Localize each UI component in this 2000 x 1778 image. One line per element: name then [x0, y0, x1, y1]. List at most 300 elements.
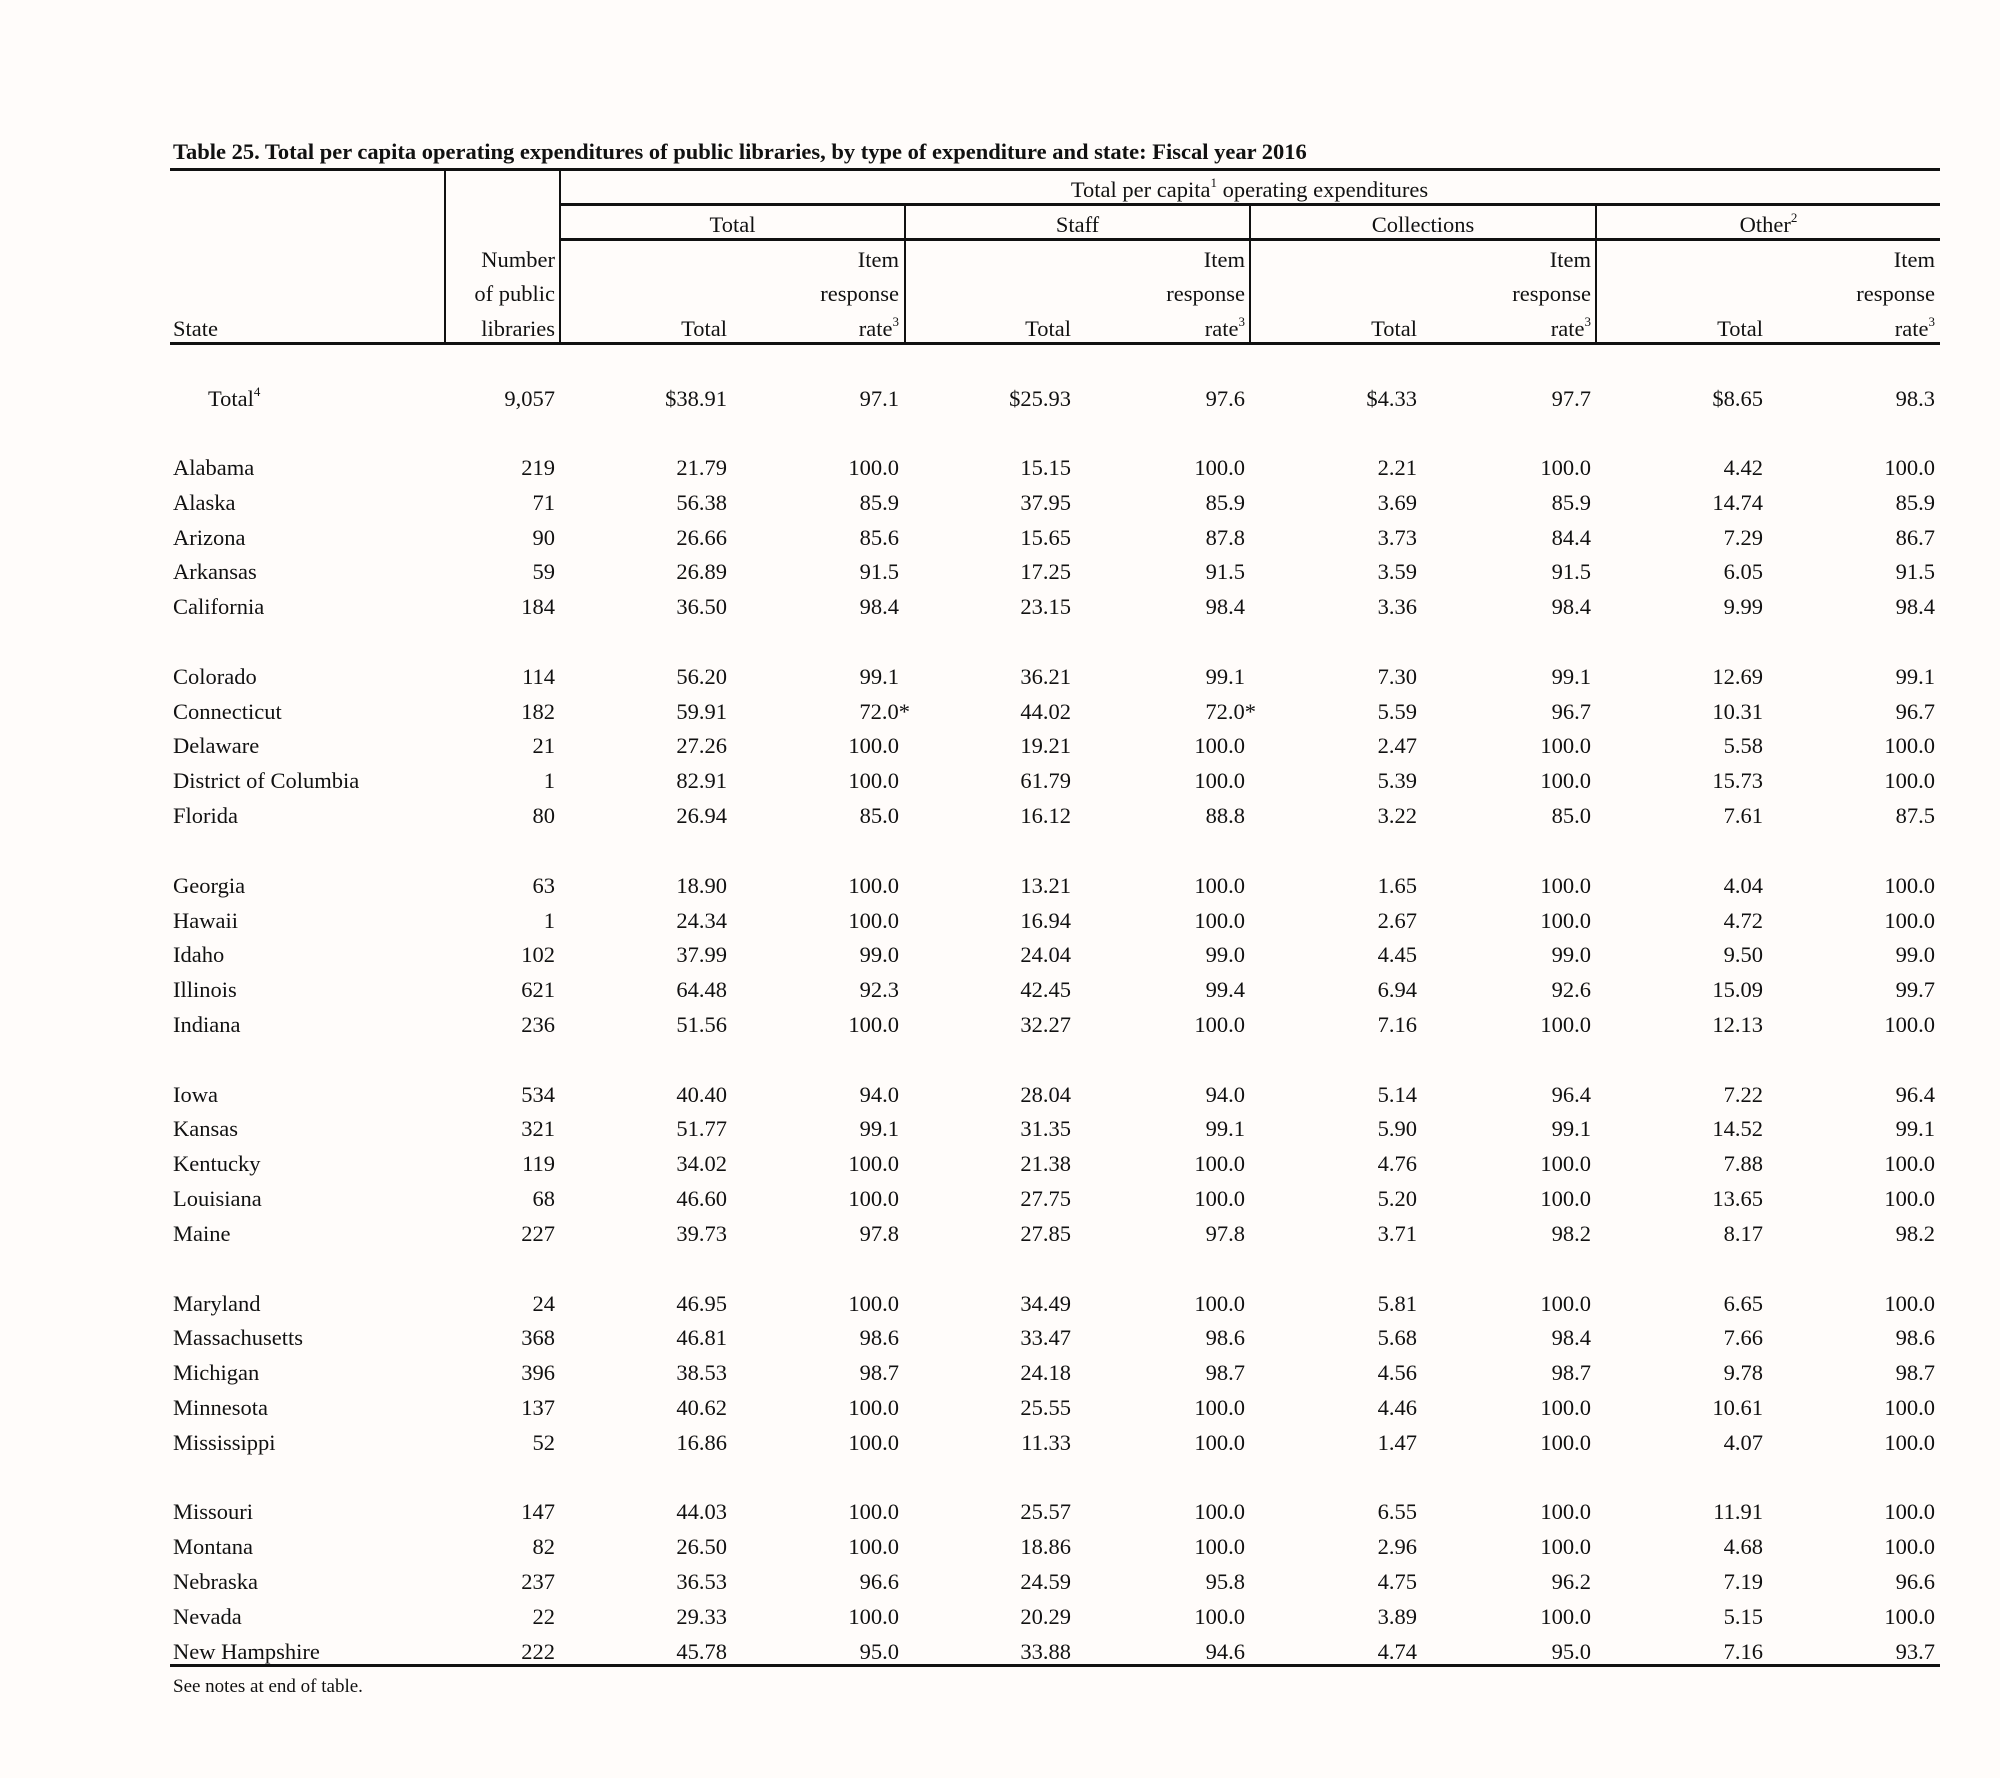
staff-rate-cell: 97.8 [1205, 1221, 1245, 1246]
state-cell [173, 1289, 260, 1319]
table-row [0, 557, 2000, 587]
total-rate-cell: 98.6 [859, 1325, 899, 1350]
state-name: Florida [173, 803, 238, 828]
group-label: Staff [1055, 212, 1100, 237]
rate-header-text: Item [1549, 247, 1591, 272]
other-total-cell: 12.13 [1712, 1012, 1763, 1037]
total-rate-cell: 100.0 [848, 733, 899, 758]
state-name: Arizona [173, 525, 246, 550]
total-total-cell: $38.91 [665, 386, 727, 411]
state-cell [173, 1323, 303, 1353]
collections-total-cell: 7.30 [1377, 664, 1417, 689]
state-name: Idaho [173, 942, 225, 967]
staff-rate-cell: 97.6 [1205, 386, 1245, 411]
staff-rate-cell: 85.9 [1205, 490, 1245, 515]
other-total-cell: 7.19 [1723, 1569, 1763, 1594]
table-row [0, 1010, 2000, 1040]
state-name: Michigan [173, 1360, 260, 1385]
table-row [0, 766, 2000, 796]
state-cell [173, 940, 224, 970]
staff-rate-cell: 100.0 [1194, 1534, 1245, 1559]
rate-header-text: response [820, 281, 899, 306]
total-total-cell: 59.91 [676, 699, 727, 724]
collections-total-cell: 4.76 [1377, 1151, 1417, 1176]
staff-rate-cell: 100.0 [1194, 873, 1245, 898]
total-total-cell: 56.38 [676, 490, 727, 515]
staff-rate-cell: 100.0 [1194, 1395, 1245, 1420]
other-rate-cell: 99.1 [1895, 1116, 1935, 1141]
total-total-cell: 40.40 [676, 1082, 727, 1107]
total-total-cell: 51.56 [676, 1012, 727, 1037]
state-name: Hawaii [173, 908, 238, 933]
total-total-cell: 56.20 [676, 664, 727, 689]
staff-rate-cell: 100.0 [1194, 1186, 1245, 1211]
libraries-cell: 182 [521, 699, 555, 724]
staff-total-cell: $25.93 [1009, 386, 1071, 411]
other-total-cell: 5.15 [1723, 1604, 1763, 1629]
libraries-cell: 82 [532, 1534, 555, 1559]
state-name: Alaska [173, 490, 236, 515]
rate-header-text: rate [858, 316, 893, 341]
other-rate-cell: 85.9 [1895, 490, 1935, 515]
other-rate-cell: 91.5 [1895, 559, 1935, 584]
other-total-cell: 6.05 [1723, 559, 1763, 584]
libraries-cell: 52 [532, 1430, 555, 1455]
libraries-cell: 621 [521, 977, 555, 1002]
other-rate-cell: 100.0 [1884, 1395, 1935, 1420]
rate-header-text: response [1856, 281, 1935, 306]
other-rate-cell: 98.6 [1895, 1325, 1935, 1350]
total-total-cell: 40.62 [676, 1395, 727, 1420]
table-row [0, 801, 2000, 831]
table-row [0, 1602, 2000, 1632]
other-rate-cell: 100.0 [1884, 1430, 1935, 1455]
other-total-cell: 9.78 [1723, 1360, 1763, 1385]
state-cell [173, 557, 257, 587]
state-name: New Hampshire [173, 1639, 320, 1664]
collections-total-cell: 3.36 [1377, 594, 1417, 619]
total-total-cell: 21.79 [676, 455, 727, 480]
total-total-cell: 24.34 [676, 908, 727, 933]
rate-header-text: rate [1550, 316, 1585, 341]
collections-total-cell: 2.96 [1377, 1534, 1417, 1559]
collections-total-cell: 3.22 [1377, 803, 1417, 828]
other-total-cell: 6.65 [1723, 1291, 1763, 1316]
total-total-cell: 64.48 [676, 977, 727, 1002]
staff-rate-header-line3 [1095, 314, 1245, 341]
total-total-cell: 36.53 [676, 1569, 727, 1594]
state-name: Delaware [173, 733, 260, 758]
staff-total-cell: 36.21 [1020, 664, 1071, 689]
collections-rate-cell: 84.4 [1551, 525, 1591, 550]
state-cell [173, 1114, 238, 1144]
total-rate-cell: 100.0 [848, 908, 899, 933]
other-total-cell: 7.22 [1723, 1082, 1763, 1107]
total-total-cell: 44.03 [676, 1499, 727, 1524]
table-row [0, 523, 2000, 553]
state-cell [173, 1532, 253, 1562]
other-total-cell: 14.52 [1712, 1116, 1763, 1141]
state-name: Indiana [173, 1012, 241, 1037]
libraries-cell: 184 [521, 594, 555, 619]
other-rate-cell: 86.7 [1895, 525, 1935, 550]
collections-rate-cell: 98.7 [1551, 1360, 1591, 1385]
collections-rate-cell: 100.0 [1540, 908, 1591, 933]
other-total-cell: 7.29 [1723, 525, 1763, 550]
spanner-header [559, 175, 1940, 202]
libraries-cell: 21 [532, 733, 555, 758]
total-total-cell: 46.81 [676, 1325, 727, 1350]
libraries-cell: 63 [532, 873, 555, 898]
other-rate-cell: 100.0 [1884, 908, 1935, 933]
state-cell [173, 1497, 253, 1527]
table-row [0, 1428, 2000, 1458]
libraries-column-header-line1: Number [481, 247, 555, 272]
total-rate-cell: 99.0 [859, 942, 899, 967]
table-row [0, 1532, 2000, 1562]
other-total-cell: 11.91 [1713, 1499, 1763, 1524]
other-rate-cell: 100.0 [1884, 1012, 1935, 1037]
total-rate-cell: 72.0* [859, 699, 910, 724]
other-total-cell: 9.50 [1723, 942, 1763, 967]
total-rate-header-line2 [749, 283, 899, 306]
footnote: See notes at end of table. [173, 1676, 363, 1697]
table-row [0, 1358, 2000, 1388]
staff-total-cell: 16.12 [1020, 803, 1071, 828]
footnote-marker: 3 [1238, 314, 1245, 329]
total-rate-cell: 85.9 [859, 490, 899, 515]
staff-total-cell: 20.29 [1020, 1604, 1071, 1629]
staff-rate-cell: 100.0 [1194, 1604, 1245, 1629]
staff-rate-cell: 100.0 [1194, 1499, 1245, 1524]
libraries-cell: 237 [521, 1569, 555, 1594]
collections-rate-cell: 100.0 [1540, 1186, 1591, 1211]
table-row [0, 871, 2000, 901]
table-row [0, 1219, 2000, 1249]
collections-rate-cell: 85.9 [1551, 490, 1591, 515]
collections-total-cell: 1.65 [1377, 873, 1417, 898]
other-total-cell: 4.07 [1723, 1430, 1763, 1455]
other-total-cell: 4.68 [1723, 1534, 1763, 1559]
other-total-cell: 4.42 [1723, 455, 1763, 480]
state-name: Missouri [173, 1499, 254, 1524]
staff-rate-cell: 100.0 [1194, 455, 1245, 480]
other-rate-cell: 100.0 [1884, 1499, 1935, 1524]
state-name: Kentucky [173, 1151, 261, 1176]
total-row [0, 384, 2000, 414]
total-total-cell: 26.94 [676, 803, 727, 828]
total-total-cell: 29.33 [676, 1604, 727, 1629]
libraries-cell: 227 [521, 1221, 555, 1246]
libraries-cell: 80 [532, 803, 555, 828]
staff-total-cell: 17.25 [1020, 559, 1071, 584]
staff-total-cell: 25.57 [1020, 1499, 1071, 1524]
collections-rate-cell: 100.0 [1540, 733, 1591, 758]
total-rate-cell: 98.7 [859, 1360, 899, 1385]
state-name: California [173, 594, 265, 619]
state-cell [173, 871, 245, 901]
state-name: Arkansas [173, 559, 257, 584]
libraries-cell: 22 [532, 1604, 555, 1629]
total-rate-cell: 95.0 [859, 1639, 899, 1664]
table-row [0, 662, 2000, 692]
table-row [0, 1393, 2000, 1423]
total-rate-cell: 97.1 [859, 386, 899, 411]
staff-rate-cell: 94.0 [1205, 1082, 1245, 1107]
other-rate-header-line1 [1785, 249, 1935, 272]
other-rate-cell: 99.7 [1895, 977, 1935, 1002]
collections-rate-cell: 95.0 [1551, 1639, 1591, 1664]
table-row [0, 1184, 2000, 1214]
state-name: Maryland [173, 1291, 261, 1316]
collections-rate-header-line3 [1441, 314, 1591, 341]
other-rate-cell: 96.6 [1895, 1569, 1935, 1594]
total-total-cell: 38.53 [676, 1360, 727, 1385]
libraries-cell: 9,057 [504, 386, 555, 411]
state-name: Maine [173, 1221, 231, 1246]
collections-rate-cell: 100.0 [1540, 768, 1591, 793]
total-total-cell: 36.50 [676, 594, 727, 619]
state-name: Colorado [173, 664, 257, 689]
collections-total-cell: 2.21 [1377, 455, 1417, 480]
total-total-cell: 26.89 [676, 559, 727, 584]
staff-rate-cell: 94.6 [1205, 1639, 1245, 1664]
total-rate-cell: 99.1 [859, 1116, 899, 1141]
staff-total-cell: 15.65 [1020, 525, 1071, 550]
state-name: Alabama [173, 455, 255, 480]
state-name: Massachusetts [173, 1325, 303, 1350]
state-name: District of Columbia [173, 768, 360, 793]
total-total-cell: 27.26 [676, 733, 727, 758]
libraries-cell: 534 [521, 1082, 555, 1107]
other-total-cell: $8.65 [1712, 386, 1763, 411]
staff-rate-cell: 98.6 [1205, 1325, 1245, 1350]
total-rate-cell: 100.0 [848, 1534, 899, 1559]
state-cell [173, 1637, 320, 1667]
collections-total-cell: 3.89 [1377, 1604, 1417, 1629]
total-total-cell: 39.73 [676, 1221, 727, 1246]
other-total-cell: 4.04 [1723, 873, 1763, 898]
libraries-cell: 119 [522, 1151, 555, 1176]
state-name: Georgia [173, 873, 246, 898]
state-name: Nebraska [173, 1569, 258, 1594]
header-bottom-rule [170, 342, 1940, 345]
collections-rate-cell: 99.0 [1551, 942, 1591, 967]
staff-rate-cell: 100.0 [1194, 1291, 1245, 1316]
group-label: Collections [1371, 212, 1475, 237]
total-rate-header-line3 [749, 314, 899, 341]
total-total-cell: 37.99 [676, 942, 727, 967]
table-row [0, 697, 2000, 727]
total-rate-header-line1 [749, 249, 899, 272]
collections-rate-cell: 100.0 [1540, 1012, 1591, 1037]
collections-total-cell: 5.14 [1377, 1082, 1417, 1107]
other-rate-cell: 100.0 [1884, 873, 1935, 898]
other-rate-cell: 96.4 [1895, 1082, 1935, 1107]
collections-rate-cell: 100.0 [1540, 1395, 1591, 1420]
collections-rate-cell: 99.1 [1551, 664, 1591, 689]
group-header-collections [1251, 214, 1595, 237]
other-rate-cell: 100.0 [1884, 733, 1935, 758]
table-row [0, 975, 2000, 1005]
collections-total-cell: 5.20 [1377, 1186, 1417, 1211]
collections-total-cell: $4.33 [1366, 386, 1417, 411]
total-rate-cell: 100.0 [848, 1499, 899, 1524]
total-total-cell: 18.90 [676, 873, 727, 898]
libraries-cell: 236 [521, 1012, 555, 1037]
staff-rate-cell: 98.4 [1205, 594, 1245, 619]
total-rate-cell: 94.0 [859, 1082, 899, 1107]
table-row [0, 1567, 2000, 1597]
state-cell [173, 1602, 242, 1632]
rate-header-text: response [1512, 281, 1591, 306]
state-cell [208, 384, 260, 417]
table-row [0, 488, 2000, 518]
state-cell [173, 1149, 260, 1179]
collections-total-cell: 3.73 [1377, 525, 1417, 550]
collections-rate-cell: 100.0 [1540, 1430, 1591, 1455]
staff-rate-cell: 72.0* [1205, 699, 1256, 724]
libraries-cell: 321 [521, 1116, 555, 1141]
staff-total-cell: 37.95 [1020, 490, 1071, 515]
state-name: Connecticut [173, 699, 282, 724]
staff-rate-cell: 95.8 [1205, 1569, 1245, 1594]
other-rate-cell: 100.0 [1884, 1151, 1935, 1176]
state-cell [173, 731, 259, 761]
staff-rate-cell: 100.0 [1194, 768, 1245, 793]
staff-total-cell: 61.79 [1020, 768, 1071, 793]
collections-total-cell: 3.59 [1377, 559, 1417, 584]
collections-rate-cell: 100.0 [1540, 1499, 1591, 1524]
other-total-cell: 15.73 [1712, 768, 1763, 793]
staff-total-cell: 23.15 [1020, 594, 1071, 619]
staff-total-cell: 24.18 [1020, 1360, 1071, 1385]
staff-total-cell: 16.94 [1020, 908, 1071, 933]
total-total-cell: 82.91 [676, 768, 727, 793]
other-total-cell: 9.99 [1723, 594, 1763, 619]
total-rate-cell: 100.0 [848, 873, 899, 898]
state-name: Iowa [173, 1082, 218, 1107]
table-row [0, 592, 2000, 622]
staff-rate-cell: 100.0 [1194, 1430, 1245, 1455]
rate-header-text: Item [1203, 247, 1245, 272]
staff-rate-cell: 99.1 [1205, 664, 1245, 689]
total-rate-cell: 96.6 [859, 1569, 899, 1594]
other-rate-cell: 99.1 [1895, 664, 1935, 689]
group-header-staff [906, 214, 1249, 237]
other-total-cell: 12.69 [1712, 664, 1763, 689]
collections-total-cell: 2.47 [1377, 733, 1417, 758]
rate-header-text: rate [1204, 316, 1239, 341]
staff-rate-cell: 98.7 [1205, 1360, 1245, 1385]
other-rate-cell: 98.4 [1895, 594, 1935, 619]
libraries-cell: 147 [521, 1499, 555, 1524]
staff-rate-cell: 99.4 [1205, 977, 1245, 1002]
staff-rate-cell: 100.0 [1194, 1151, 1245, 1176]
libraries-cell: 368 [521, 1325, 555, 1350]
total-total-cell: 34.02 [676, 1151, 727, 1176]
collections-rate-cell: 96.4 [1551, 1082, 1591, 1107]
total-total-cell: 51.77 [676, 1116, 727, 1141]
collections-rate-cell: 97.7 [1551, 386, 1591, 411]
state-cell [173, 662, 257, 692]
collections-total-cell: 7.16 [1377, 1012, 1417, 1037]
rate-header-text: Item [857, 247, 899, 272]
staff-rate-cell: 100.0 [1194, 908, 1245, 933]
other-total-cell: 15.09 [1712, 977, 1763, 1002]
collections-rate-cell: 100.0 [1540, 455, 1591, 480]
other-rate-cell: 98.7 [1895, 1360, 1935, 1385]
libraries-column-header-line2: of public [474, 281, 555, 306]
collections-total-cell: 1.47 [1377, 1430, 1417, 1455]
total-rate-cell: 100.0 [848, 1430, 899, 1455]
staff-rate-cell: 87.8 [1205, 525, 1245, 550]
collections-rate-cell: 100.0 [1540, 1151, 1591, 1176]
libraries-cell: 102 [521, 942, 555, 967]
state-cell [173, 1567, 258, 1597]
total-total-cell: 46.95 [676, 1291, 727, 1316]
total-total-cell: 16.86 [676, 1430, 727, 1455]
group-label: Other [1739, 212, 1791, 237]
spanner-text: Total per capita [1070, 177, 1211, 202]
collections-total-cell: 5.90 [1377, 1116, 1417, 1141]
libraries-cell: 137 [521, 1395, 555, 1420]
state-cell [173, 523, 245, 553]
collections-rate-cell: 100.0 [1540, 1604, 1591, 1629]
total-rate-cell: 91.5 [859, 559, 899, 584]
top-rule [170, 168, 1940, 171]
total-rate-cell: 92.3 [859, 977, 899, 1002]
other-total-cell: 5.58 [1723, 733, 1763, 758]
state-name: Total [208, 386, 254, 411]
other-rate-cell: 98.2 [1895, 1221, 1935, 1246]
staff-total-cell: 28.04 [1020, 1082, 1071, 1107]
collections-rate-cell: 96.7 [1551, 699, 1591, 724]
total-rate-cell: 100.0 [848, 455, 899, 480]
state-name: Kansas [173, 1116, 238, 1141]
collections-total-cell: 4.75 [1377, 1569, 1417, 1594]
state-name: Mississippi [173, 1430, 276, 1455]
state-cell [173, 592, 264, 622]
state-cell [173, 1010, 240, 1040]
staff-total-cell: 33.47 [1020, 1325, 1071, 1350]
staff-rate-header-line2 [1095, 283, 1245, 306]
collections-total-cell: 5.81 [1377, 1291, 1417, 1316]
collections-total-cell: 4.56 [1377, 1360, 1417, 1385]
collections-total-cell: 5.59 [1377, 699, 1417, 724]
staff-rate-cell: 99.1 [1205, 1116, 1245, 1141]
total-rate-cell: 99.1 [859, 664, 899, 689]
table-row [0, 1149, 2000, 1179]
total-rate-cell: 100.0 [848, 1604, 899, 1629]
state-cell [173, 453, 254, 483]
collections-total-cell: 6.94 [1377, 977, 1417, 1002]
state-cell [173, 766, 359, 796]
rate-header-text: response [1166, 281, 1245, 306]
footnote-marker: 3 [1584, 314, 1591, 329]
collections-total-cell: 3.69 [1377, 490, 1417, 515]
other-total-cell: 7.66 [1723, 1325, 1763, 1350]
table-row [0, 1323, 2000, 1353]
state-cell [173, 801, 238, 831]
staff-total-cell: 31.35 [1020, 1116, 1071, 1141]
other-total-cell: 10.31 [1712, 699, 1763, 724]
rate-header-text: rate [1894, 316, 1929, 341]
collections-rate-cell: 98.2 [1551, 1221, 1591, 1246]
state-cell [173, 1358, 259, 1388]
libraries-cell: 59 [532, 559, 555, 584]
staff-total-header: Total [1025, 316, 1071, 341]
